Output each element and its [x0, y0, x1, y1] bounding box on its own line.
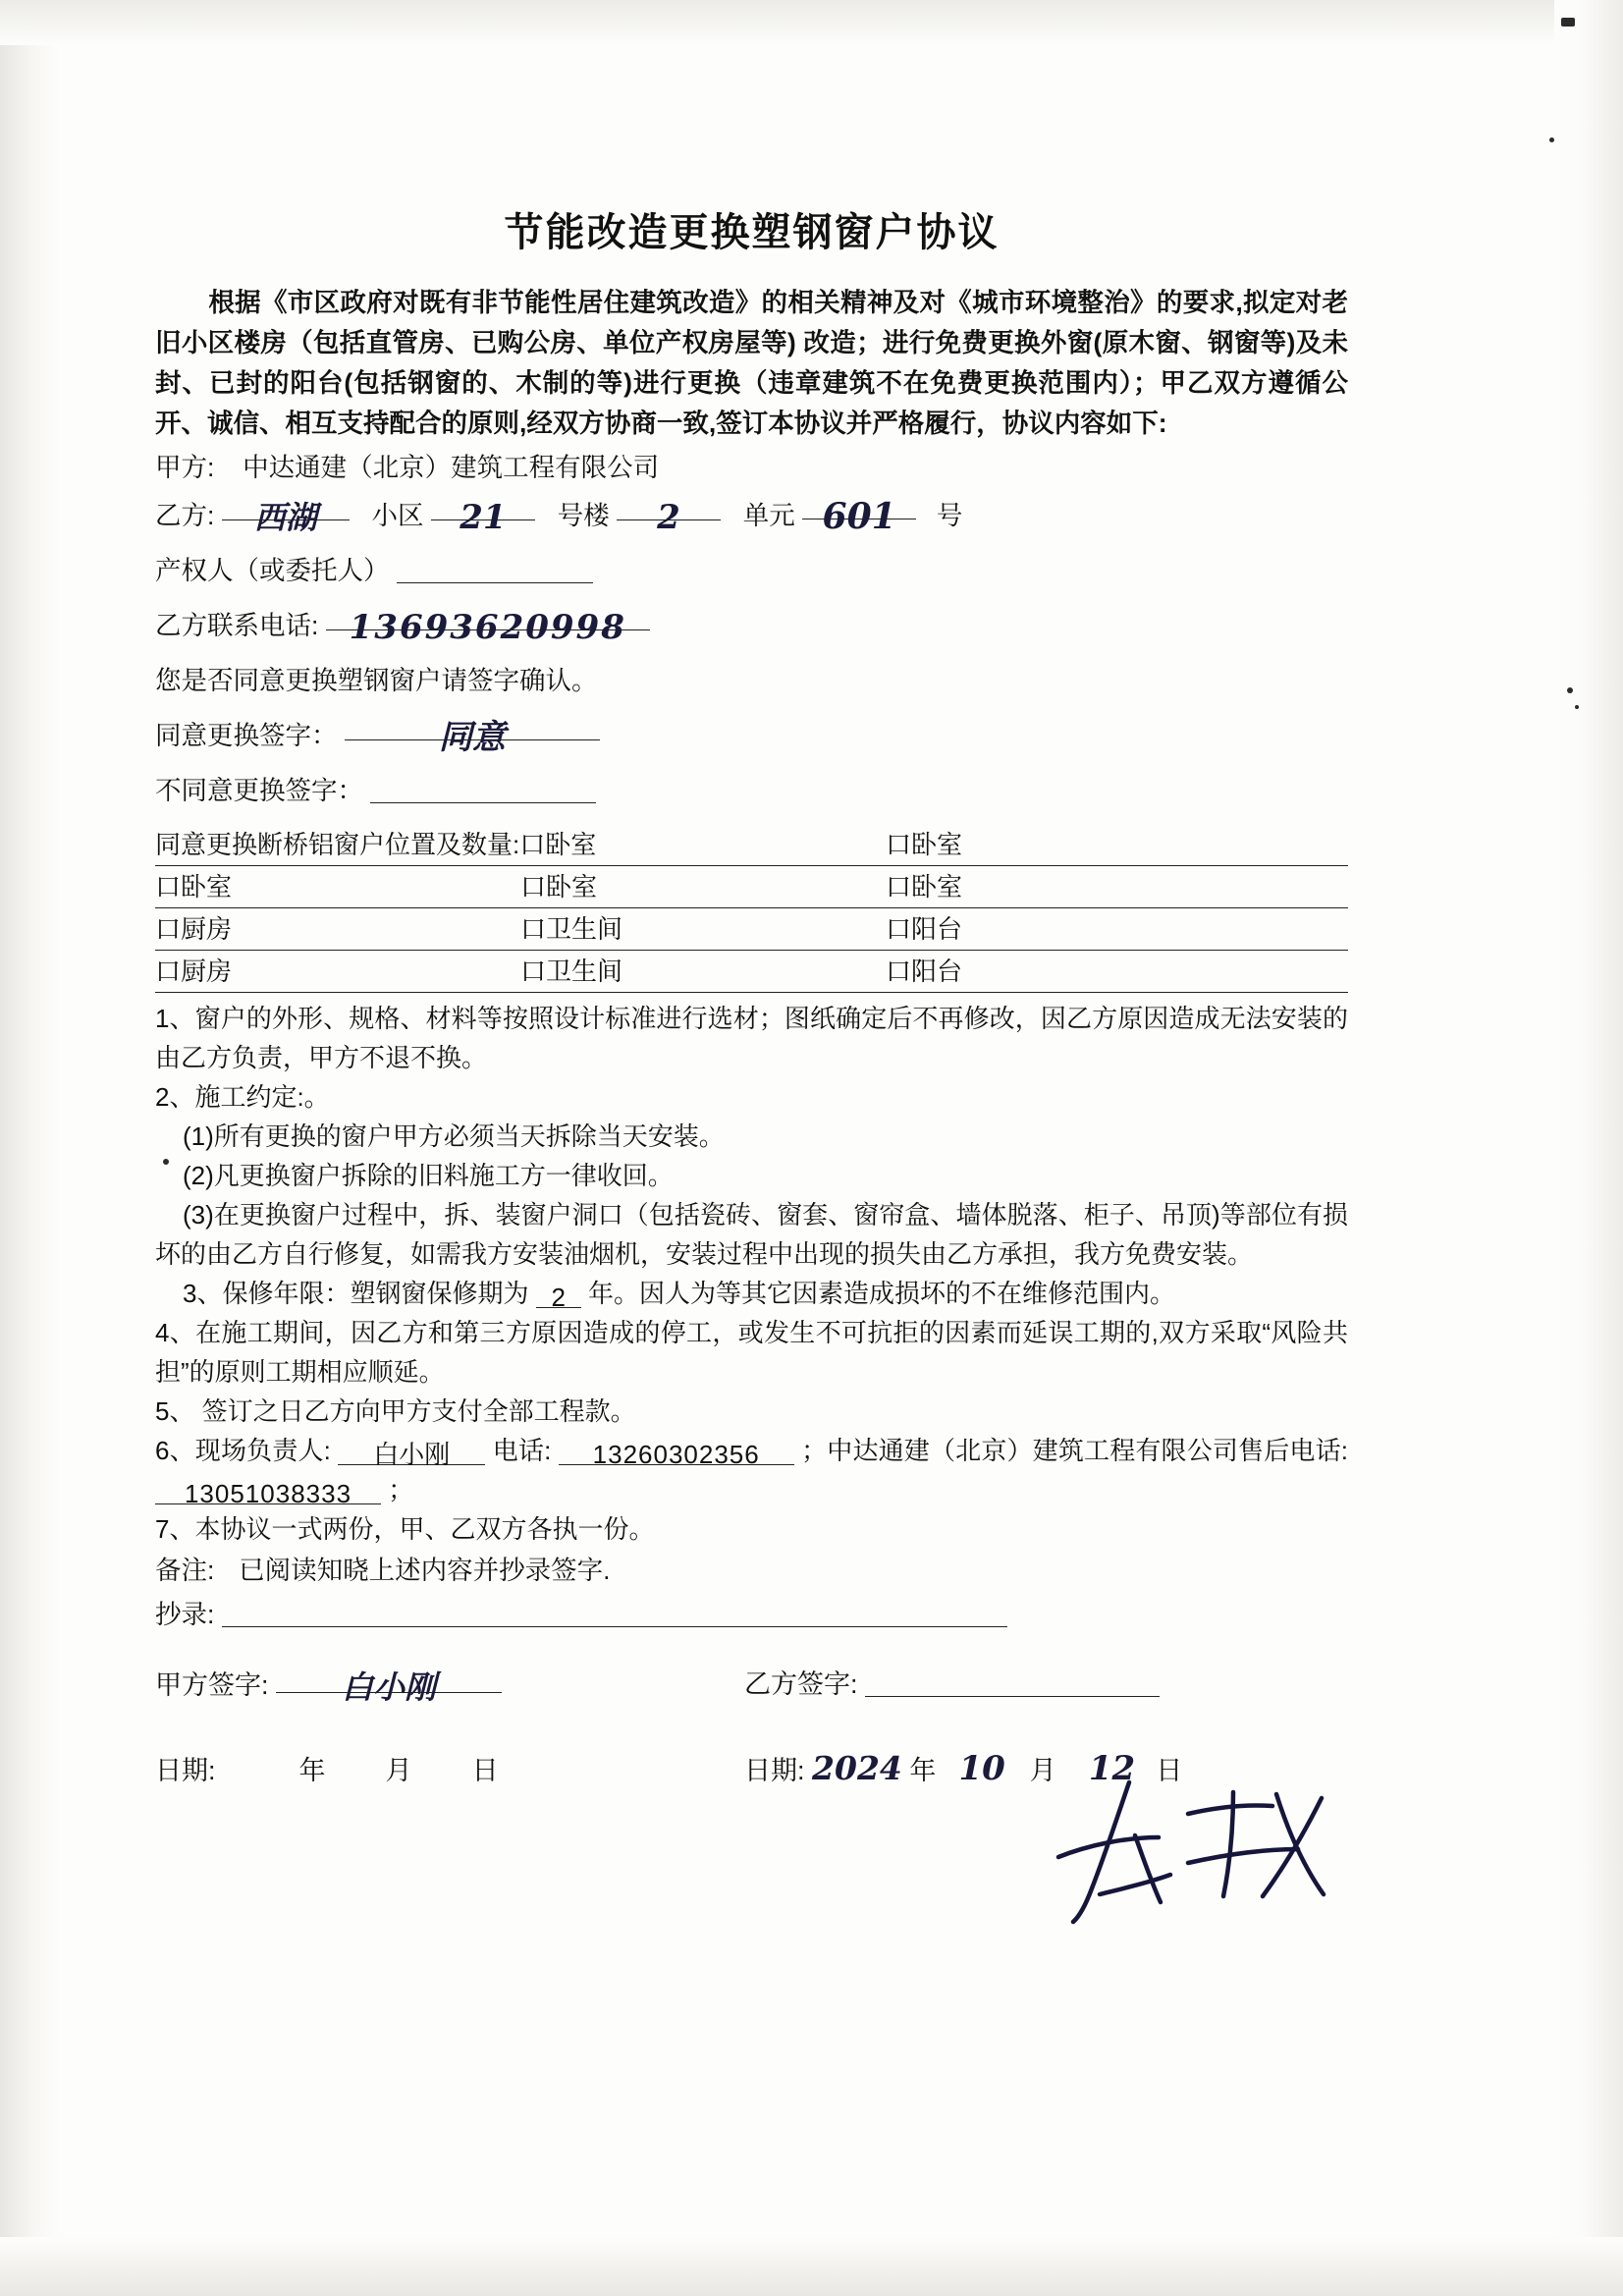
checkbox-kitchen-2[interactable]: 口厨房 — [155, 957, 233, 986]
date-a-year-suffix: 年 — [298, 1756, 326, 1785]
party-a-row — [155, 448, 1348, 488]
clause-2-3-text: (3)在更换窗户过程中，拆、装窗户洞口（包括瓷砖、窗套、窗帘盒、墙体脱落、柜子、吊顶)等部位有损坏的由乙方自行修复，如需我方安装油烟机，安装过程中出现的损失由乙方承担，我方免费安装。 — [155, 1200, 1348, 1269]
clause-6-tail: ； — [388, 1475, 414, 1504]
site-manager-phone-field[interactable]: 13260302356 — [559, 1435, 794, 1465]
scan-speck — [1561, 18, 1575, 27]
checkbox-cell[interactable] — [886, 951, 1348, 992]
positions-label-cell — [155, 824, 886, 865]
party-b-label: 乙方: — [155, 501, 215, 530]
table-row — [155, 824, 1348, 866]
site-manager-field[interactable]: 白小刚 — [338, 1435, 485, 1465]
table-row — [155, 908, 1348, 951]
owner-label: 产权人（或委托人） — [155, 556, 390, 585]
warranty-years-field[interactable]: 2 — [536, 1278, 581, 1308]
checkbox-cell[interactable] — [520, 951, 886, 992]
scan-speck — [1575, 705, 1579, 709]
checkbox-bedroom-4[interactable]: 口卧室 — [520, 872, 598, 902]
party-b-community-suffix: 小区 — [371, 501, 424, 530]
date-b-year-field[interactable]: 2024 — [812, 1749, 902, 1787]
transcribe-row — [155, 1592, 1348, 1637]
checkbox-cell[interactable] — [520, 908, 886, 950]
clause-6-prefix: 6、现场负责人: — [155, 1436, 331, 1465]
scan-edge-right — [1554, 0, 1623, 2296]
signature-a-cell — [155, 1663, 744, 1706]
transcribe-label: 抄录: — [155, 1600, 215, 1629]
disagree-signature-field[interactable] — [370, 777, 596, 803]
date-b-day-suffix: 日 — [1156, 1756, 1183, 1785]
checkbox-cell[interactable] — [520, 866, 886, 907]
owner-row — [155, 543, 1348, 598]
sign-b-label: 乙方签字: — [744, 1669, 858, 1699]
clause-5: 5、 签订之日乙方向甲方支付全部工程款。 — [155, 1396, 636, 1426]
agree-signature-field[interactable]: 同意 — [345, 710, 600, 740]
sign-b-field[interactable] — [865, 1670, 1160, 1697]
clause-6-phone-label: 电话: — [492, 1436, 552, 1465]
checkbox-balcony-1[interactable]: 口阳台 — [886, 914, 963, 944]
confirm-question: 您是否同意更换塑钢窗户请签字确认。 — [155, 666, 598, 695]
warranty-suffix: 年。因人为等其它因素造成损坏的不在维修范围内。 — [587, 1279, 1175, 1308]
intro-text: 根据《市区政府对既有非节能性居住建筑改造》的相关精神及对《城市环境整治》的要求,拟定对老旧小区楼房（包括直管房、已购公房、单位产权房屋等) 改造；进行免费更换外窗(原木窗、钢窗等)及未封、已封的阳台(包括钢窗的、木制的等)进行更换（违章建筑不在免费更换范围内）；甲乙双方遵循公开、诚信、相互支持配合的原则,经双方协商一致,签订本协议并严格履行，协议内容如下: — [155, 288, 1348, 438]
date-b-day-field[interactable]: 12 — [1088, 1749, 1136, 1788]
checkbox-cell[interactable] — [886, 866, 1348, 907]
page-title: 节能改造更换塑钢窗户协议 — [504, 211, 1000, 254]
party-b-row — [155, 488, 1348, 543]
party-a-label: 甲方: — [155, 453, 215, 482]
disagree-label: 不同意更换签字： — [155, 776, 363, 805]
clause-2-3 — [155, 1195, 1348, 1274]
phone-field[interactable]: 13693620998 — [326, 600, 650, 630]
clause-1: 1、窗户的外形、规格、材料等按照设计标准进行选材；图纸确定后不再修改，因乙方原因造成无法安装的由乙方负责，甲方不退不换。 — [155, 1004, 1348, 1072]
date-a-label: 日期: — [155, 1756, 216, 1785]
clause-4: 4、在施工期间，因乙方和第三方原因造成的停工，或发生不可抗拒的因素而延误工期的,双方采取“风险共担”的原则工期相应顺延。 — [155, 1318, 1348, 1387]
table-row — [155, 951, 1348, 993]
date-b-month-suffix: 月 — [1029, 1756, 1056, 1785]
phone-label: 乙方联系电话: — [155, 611, 319, 640]
clause-6-company: ；中达通建（北京）建筑工程有限公司售后电话: — [801, 1436, 1348, 1465]
remark-label: 备注: — [155, 1556, 215, 1585]
clause-2: 2、施工约定:。 — [155, 1082, 330, 1112]
phone-row — [155, 598, 1348, 653]
date-b-year-suffix: 年 — [909, 1756, 937, 1785]
party-b-building-field[interactable]: 21 — [431, 490, 535, 520]
party-b-unit-field[interactable]: 2 — [617, 490, 721, 520]
sign-a-label: 甲方签字: — [155, 1670, 269, 1700]
clause-6 — [155, 1431, 1348, 1509]
clause-2-1-text: (1)所有更换的窗户甲方必须当天拆除当天安装。 — [183, 1121, 725, 1151]
transcribe-field[interactable] — [222, 1601, 1007, 1627]
party-a-value: 中达通建（北京）建筑工程有限公司 — [243, 453, 660, 482]
party-b-room-suffix: 号 — [936, 501, 963, 530]
document-body — [155, 201, 1348, 1788]
clause-3 — [155, 1274, 1348, 1313]
checkbox-bedroom-3[interactable]: 口卧室 — [155, 872, 233, 902]
checkbox-bedroom-5[interactable]: 口卧室 — [886, 872, 963, 902]
scan-edge-top — [0, 0, 1623, 45]
agree-row — [155, 708, 1348, 763]
checkbox-bedroom-2[interactable]: 口卧室 — [886, 830, 963, 859]
date-b-label: 日期: — [744, 1756, 805, 1785]
sign-a-field[interactable]: 白小刚 — [276, 1663, 502, 1693]
remark-row — [155, 1549, 1348, 1592]
clause-2-2 — [155, 1156, 1348, 1195]
checkbox-bedroom-2-cell[interactable] — [886, 824, 1348, 865]
remark-value: 已阅读知晓上述内容并抄录签字. — [239, 1556, 611, 1585]
scan-speck — [1549, 137, 1554, 142]
checkbox-bedroom-1[interactable]: 口卧室 — [519, 830, 597, 859]
checkbox-cell[interactable] — [155, 866, 520, 907]
date-a-cell — [155, 1749, 744, 1788]
positions-table — [155, 824, 1348, 993]
table-row — [155, 866, 1348, 908]
party-b-building-suffix: 号楼 — [557, 501, 610, 530]
owner-field[interactable] — [397, 553, 593, 583]
checkbox-cell[interactable] — [155, 908, 520, 950]
checkbox-bathroom-2[interactable]: 口卫生间 — [520, 957, 623, 986]
scan-edge-bottom — [0, 2237, 1623, 2296]
party-b-handwritten-signature — [1041, 1773, 1365, 1930]
clause-2-2-text: (2)凡更换窗户拆除的旧料施工方一律收回。 — [183, 1161, 674, 1190]
checkbox-balcony-2[interactable]: 口阳台 — [886, 957, 963, 986]
agree-label: 同意更换签字： — [155, 721, 338, 750]
scan-edge-left — [0, 0, 59, 2296]
checkbox-cell[interactable] — [886, 908, 1348, 950]
intro-paragraph — [155, 283, 1348, 444]
clause-2-1 — [155, 1117, 1348, 1156]
scan-speck — [1567, 687, 1573, 693]
date-a-day-suffix: 日 — [471, 1756, 499, 1785]
clause-7: 7、本协议一式两份，甲、乙双方各执一份。 — [155, 1514, 655, 1544]
checkbox-bathroom-1[interactable]: 口卫生间 — [520, 914, 623, 944]
party-b-community-field[interactable]: 西湖 — [222, 490, 350, 520]
date-b-month-field[interactable]: 10 — [958, 1749, 1005, 1788]
warranty-prefix: 3、保修年限：塑钢窗保修期为 — [183, 1279, 529, 1308]
party-b-unit-suffix: 单元 — [742, 501, 795, 530]
after-sales-phone-field[interactable]: 13051038333 — [155, 1474, 381, 1504]
checkbox-cell[interactable] — [155, 951, 520, 992]
disagree-row — [155, 763, 1348, 818]
checkbox-kitchen-1[interactable]: 口厨房 — [155, 914, 233, 944]
signature-b-cell — [744, 1663, 1348, 1702]
date-a-month-suffix: 月 — [385, 1756, 412, 1785]
positions-label: 同意更换断桥铝窗户位置及数量: — [155, 830, 520, 859]
party-b-room-field[interactable]: 601 — [802, 489, 916, 519]
signature-row — [155, 1663, 1348, 1706]
